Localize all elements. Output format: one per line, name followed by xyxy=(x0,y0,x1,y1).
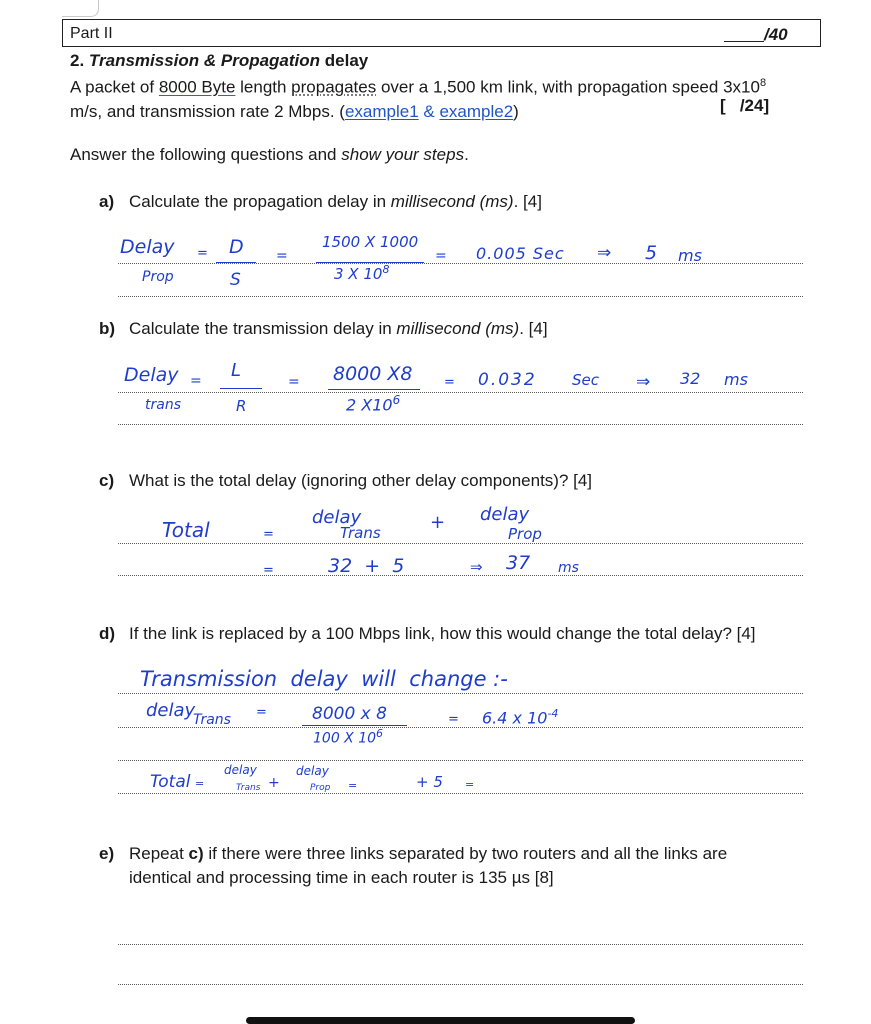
propagates-word: propagates xyxy=(291,77,377,97)
part-header-box xyxy=(62,19,821,47)
hw-b-trans: trans xyxy=(145,397,181,413)
answer-line xyxy=(118,424,803,425)
page-tab-corner xyxy=(62,0,99,17)
hw-b-R: R xyxy=(236,397,247,415)
example1-link[interactable]: example1 xyxy=(344,101,419,121)
answer-line xyxy=(118,793,803,794)
question-heading xyxy=(70,51,368,71)
hw-d-result: 6.4 x $10^{-4}$ xyxy=(482,707,559,728)
hw-b-result: 0.032 xyxy=(478,370,537,390)
packet-size: 8000 Byte xyxy=(158,77,236,97)
hw-a-denominator: 3 X $10^8$ xyxy=(334,263,390,283)
answer-line xyxy=(118,693,803,694)
hw-d-denominator: 100 X $10^6$ xyxy=(313,727,384,747)
answer-line xyxy=(118,296,803,297)
question-title-italic: Transmission & Propagation xyxy=(88,51,321,70)
hw-b-L: L xyxy=(231,360,242,381)
hw-c-sum: 32 + 5 xyxy=(328,555,405,577)
sub-question-d: d) If the link is replaced by a 100 Mbps link, how this would change the total delay? [4] xyxy=(99,624,756,643)
hw-d-numerator: 8000 x 8 xyxy=(312,704,387,724)
answer-line xyxy=(118,984,803,985)
question-statement: A packet of 8000 Byte length propagates over a 1,500 km link, with propagation speed $3x10^8$ m/s, and transmission rate 2 Mbps. (example1 & example2) xyxy=(70,77,767,121)
question-title-rest: delay xyxy=(324,51,369,70)
hw-d-line1: Transmission delay will change :- xyxy=(140,667,508,691)
part-score: /40 xyxy=(764,25,788,44)
answer-line xyxy=(118,944,803,945)
hw-c-delay-trans: delay xyxy=(312,507,362,528)
hw-a-result-ms: 5 xyxy=(645,242,658,264)
home-indicator[interactable] xyxy=(246,1017,635,1024)
example2-link[interactable]: example2 xyxy=(439,101,514,121)
hw-c-result: 37 xyxy=(506,552,531,574)
part-title: Part II xyxy=(70,25,113,42)
answer-line xyxy=(118,392,803,393)
hw-a-delay: Delay xyxy=(120,236,175,258)
hw-a-prop: Prop xyxy=(142,269,174,285)
hw-b-denominator: 2 $X10^6$ xyxy=(346,393,401,415)
sub-question-e: e) Repeat c) if there were three links separated by two routers and all the links are identical and processing time in each router is 135 µs [8] xyxy=(99,844,728,887)
question-marks: [ /24] xyxy=(720,96,770,115)
hw-a-result-sec: 0.005 Sec xyxy=(476,244,565,263)
sub-question-c: c) What is the total delay (ignoring other delay components)? [4] xyxy=(99,471,593,490)
hw-c-total: Total xyxy=(162,518,210,542)
answer-line xyxy=(118,575,803,576)
hw-d-total: Total xyxy=(150,772,191,792)
sub-question-b: b) Calculate the transmission delay in millisecond (ms). [4] xyxy=(99,319,548,338)
hw-b-delay: Delay xyxy=(124,364,179,386)
instruction: Answer the following questions and show your steps. xyxy=(70,145,469,164)
hw-a-D: D xyxy=(229,236,244,258)
hw-d-delay: delay xyxy=(146,700,196,721)
question-number: 2. xyxy=(70,51,85,70)
answer-line xyxy=(118,760,803,761)
hw-b-result-ms: 32 xyxy=(680,369,701,388)
hw-b-numerator: 8000 X8 xyxy=(333,363,413,385)
score-blank-line xyxy=(724,41,764,42)
sub-question-a: a) Calculate the propagation delay in millisecond (ms). [4] xyxy=(99,192,542,211)
hw-a-S: S xyxy=(230,270,241,290)
answer-line xyxy=(118,543,803,544)
hw-c-delay-prop: delay xyxy=(480,504,530,525)
hw-a-numerator: 1500 X 1000 xyxy=(322,233,419,251)
